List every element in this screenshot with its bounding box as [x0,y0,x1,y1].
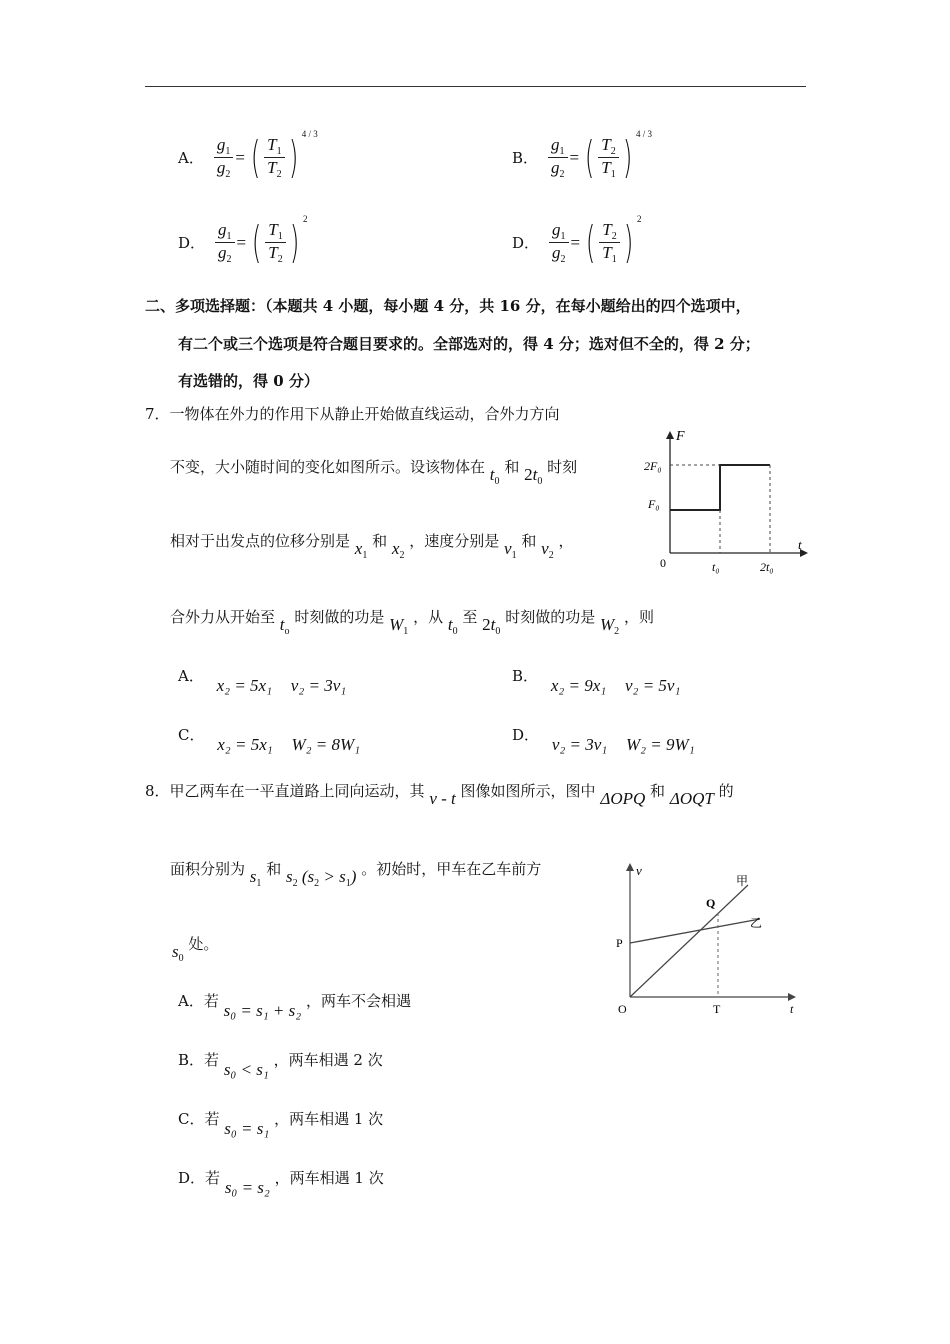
q8-line2-text-b: 和 [266,860,282,878]
q7-stem-line1: 7．一物体在外力的作用下从静止开始做直线运动，合外力方向 [145,405,560,423]
q6-lhs-fraction: $\frac{g_1}{g_2}$ [549,220,569,265]
q8-line3-text: 处。 [188,935,219,953]
q7-line4-text-a: 合外力从开始至 [170,608,276,626]
q8-option-b-expr: s₀ < s₁ [223,1060,269,1079]
q7-option-d-expr1: v₂ = 3v₁ [551,735,608,754]
q7-line4-text-e: 时刻做的功是 [505,608,596,626]
q7-option-a[interactable] [178,665,347,695]
header-rule [145,86,806,87]
q7-graph-y-arrow [666,431,674,439]
q8-option-b-label: B．若 [178,1051,220,1069]
q8-option-b[interactable] [178,1049,383,1079]
q6-option[interactable]: D． $\frac{g_1}{g_2}$ = ( $\frac{T_2}{T_1}$ ) $^2$ [512,214,642,268]
q8-option-d[interactable] [178,1167,384,1197]
q7-graph-axis-y-label: F [676,429,685,444]
q7-graph-axis-x-label: t [798,537,802,552]
q8-option-d-expr: s₀ = s₂ [224,1178,270,1197]
q7-line3-text-e: ， [558,532,574,550]
q8-option-c-label: C．若 [178,1110,220,1128]
q8-graph-point-t: T [713,1002,721,1016]
q8-option-c-tail: ，两车相遇 1 次 [274,1110,384,1128]
q7-line3-text-d: 和 [521,532,537,550]
q7-option-d-label: D． [512,726,540,744]
q8-graph-y-arrow [626,863,634,871]
q8-line1-triangle-oqt: ΔOQT [669,789,714,808]
q8-option-d-tail: ，两车相遇 1 次 [274,1169,384,1187]
q8-graph-line-jia [630,885,748,997]
q6-lhs-fraction: $\frac{g_1}{g_2}$ [215,220,235,265]
q6-option[interactable]: D． $\frac{g_1}{g_2}$ = ( $\frac{T_1}{T_2}$ ) $^2$ [178,214,308,268]
q8-line1-text-e: 和 [650,782,666,800]
q7-graph-origin-label: 0 [660,556,666,570]
q8-graph-axis-y-label: v [636,863,642,878]
q7-line4-text-f: ，则 [623,608,654,626]
q7-graph-ytick-2f0: 2F₀ [644,459,662,473]
q8-graph-axis-x-label: t [790,1002,794,1016]
q8-option-a-label: A．若 [178,992,219,1010]
q7-option-c[interactable] [178,724,361,754]
q6-option[interactable]: B． $\frac{g_1}{g_2}$ = ( $\frac{T_2}{T_1}$ ) $^{4 / 3}$ [512,129,652,183]
section2-line1: 二、多项选择题：（本题共 4 小题，每小题 4 分，共 16 分，在每小题给出的四个选项中， [145,297,751,315]
q7-graph-xtick-t0: t₀ [712,560,720,574]
q6-lhs-fraction: $\frac{g_1}{g_2}$ [214,135,234,180]
q6-rhs-fraction: $\frac{T_2}{T_1}$ [598,135,618,180]
q6-rhs-fraction: $\frac{T_2}{T_1}$ [599,220,619,265]
q7-line2-text-b: 和 [504,458,520,476]
q8-velocity-time-graph [610,855,805,1020]
q8-stem-line1 [145,780,734,808]
q7-option-b-label: B． [512,667,539,685]
q7-option-b[interactable] [512,665,681,695]
q8-line2-text-c: 。初始时，甲车在乙车前方 [361,860,542,878]
q8-graph-point-q: Q [706,896,716,910]
q7-option-d[interactable] [512,724,695,754]
q7-stem-line2: 不变，大小随时间的变化如图所示。设该物体在 $t_0$ 和 $2t_0$ 时刻 [170,458,578,487]
q6-power: 4 / 3 [635,129,652,139]
q6-option-label: A． [178,149,204,167]
q8-graph-x-arrow [788,993,796,1001]
q7-option-c-expr1: x₂ = 5x₁ [217,735,273,754]
q8-option-d-label: D．若 [178,1169,221,1187]
q7-line2-text-c: 时刻 [547,458,578,476]
q7-stem-line4: 合外力从开始至 $t_o$ 时刻做的功是 $W_1$ ，从 $t_0$ 至 $2t_0$ 时刻做的功是 $W_2$ ，则 [170,608,654,637]
q8-line2-text-a: 面积分别为 [170,860,246,878]
q6-rhs-fraction: $\frac{T_1}{T_2}$ [265,220,285,265]
section2-line3: 有选错的，得 0 分） [178,372,319,390]
q7-line3-text-b: 和 [372,532,388,550]
q7-option-d-expr2: W₂ = 9W₁ [625,735,695,754]
q6-option[interactable]: A． $\frac{g_1}{g_2}$ = ( $\frac{T_1}{T_2}$ ) $^{4 / 3}$ [178,129,318,183]
q6-power: 2 [302,214,308,224]
q7-line4-text-d: 至 [462,608,478,626]
q8-option-c[interactable] [178,1108,384,1138]
q7-stem-line3: 相对于出发点的位移分别是 $x_1$ 和 $x_2$ ，速度分别是 $v_1$ 和 $v_2$ ， [170,532,574,561]
q7-option-b-expr2: v₂ = 5v₁ [624,676,681,695]
q7-line4-text-c: ，从 [413,608,444,626]
q8-line1-vt: v - t [429,789,456,808]
q7-graph-ytick-f0: F₀ [648,497,660,511]
section2-line2: 有二个或三个选项是符合题目要求的。全部选对的，得 4 分；选对但不全的，得 2 分； [178,335,760,353]
q7-force-time-graph [640,425,815,585]
q7-line3-text-c: ，速度分别是 [409,532,500,550]
q8-line1-text-c: 图像如图所示，图中 [460,782,596,800]
q8-graph-point-p: P [616,936,623,950]
q6-power: 4 / 3 [301,129,318,139]
q7-graph-xtick-2t0: 2t₀ [760,560,774,574]
q8-option-b-tail: ，两车相遇 2 次 [273,1051,383,1069]
q7-option-a-expr1: x₂ = 5x₁ [216,676,273,695]
q7-option-b-expr1: x₂ = 9x₁ [550,676,607,695]
q7-line2-text-a: 不变，大小随时间的变化如图所示。设该物体在 [170,458,486,476]
q6-power: 2 [636,214,642,224]
q8-line1-text-a: 8．甲乙两车在一平直道路上同向运动，其 [145,782,425,800]
q8-option-a[interactable] [178,990,411,1020]
q8-graph-label-yi: 乙 [750,916,763,930]
q6-option-label: D． [178,234,206,252]
q7-option-a-expr2: v₂ = 3v₁ [290,676,347,695]
q7-option-c-label: C． [178,726,205,744]
q8-stem-line2: 面积分别为 $s_1$ 和 $s_2$ $(s_2 > s_1)$ 。初始时，甲车在乙车前方 [170,860,542,889]
q8-option-a-expr: s₀ = s₁ + s₂ [223,1001,302,1020]
q8-option-c-expr: s₀ = s₁ [224,1119,270,1138]
q7-option-c-expr2: W₂ = 8W₁ [291,735,361,754]
q8-graph-line-yi [630,919,760,943]
q7-line3-text-a: 相对于出发点的位移分别是 [170,532,351,550]
q6-rhs-fraction: $\frac{T_1}{T_2}$ [264,135,284,180]
q7-line4-text-b: 时刻做的功是 [294,608,385,626]
q8-graph-label-jia: 甲 [736,874,749,888]
q7-option-a-label: A． [178,667,204,685]
q8-line1-text-g: 的 [718,782,734,800]
q6-option-label: D． [512,234,540,252]
q7-graph-force-line [670,465,770,510]
q6-lhs-fraction: $\frac{g_1}{g_2}$ [548,135,568,180]
q6-option-label: B． [512,149,539,167]
q8-line1-triangle-opq: ΔOPQ [600,789,646,808]
q8-option-a-tail: ，两车不会相遇 [305,992,411,1010]
q8-stem-line3: $s_0$ 处。 [172,935,219,964]
q8-graph-origin-label: O [618,1002,627,1016]
